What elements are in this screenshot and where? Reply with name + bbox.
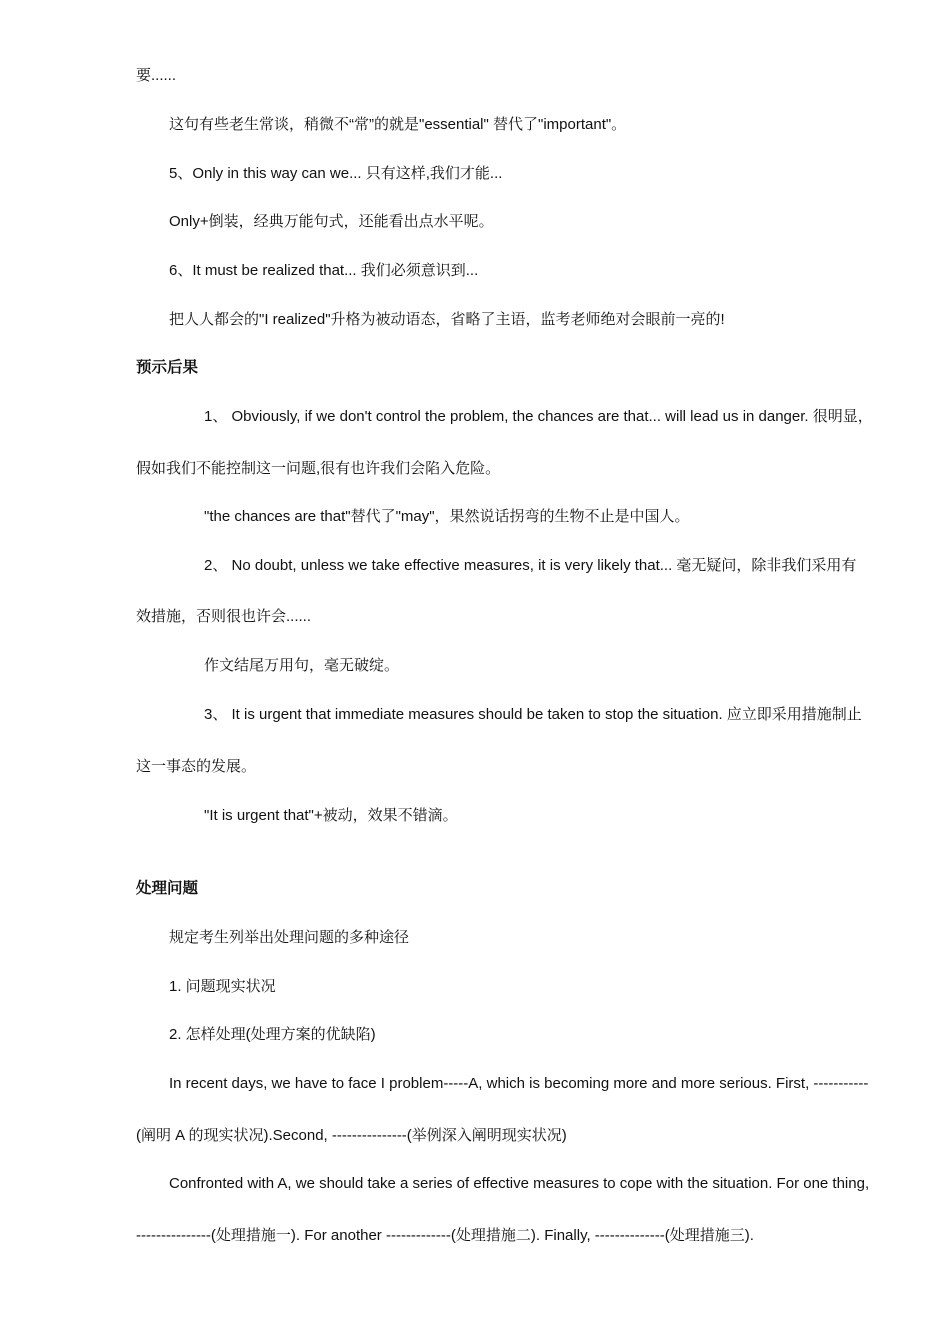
paragraph-line: ---------------(处理措施一). For another -------------(处理措施二). Finally, --------------(处理措施三).	[136, 1227, 754, 1244]
paragraph-line: 规定考生列举出处理问题的多种途径	[169, 929, 410, 946]
paragraph-line: 1、 Obviously, if we don't control the problem, the chances are that... will lead us in danger. 很明显，	[204, 408, 873, 425]
section-heading-consequences: 预示后果	[136, 359, 199, 376]
paragraph-line: 把人人都会的"I realized"升格为被动语态，省略了主语，监考老师绝对会眼前一亮的!	[169, 311, 725, 328]
paragraph-line: 2、 No doubt, unless we take effective measures, it is very likely that... 毫无疑问，除非我们采用有	[204, 557, 857, 574]
paragraph-line: Confronted with A, we should take a series of effective measures to cope with the situation. For one thing,	[169, 1175, 870, 1192]
paragraph-line: 1. 问题现实状况	[169, 978, 276, 995]
paragraph-line: 5、Only in this way can we... 只有这样,我们才能...	[169, 165, 503, 182]
paragraph-line: 6、It must be realized that... 我们必须意识到...	[169, 262, 479, 279]
paragraph-line: (阐明 A 的现实状况).Second, ---------------(举例深入阐明现实状况)	[136, 1127, 567, 1144]
paragraph-line: "the chances are that"替代了"may"，果然说话拐弯的生物不止是中国人。	[204, 508, 690, 525]
paragraph-line: 这一事态的发展。	[136, 758, 257, 775]
paragraph-line: Only+倒装，经典万能句式，还能看出点水平呢。	[169, 213, 494, 230]
section-heading-solving-problems: 处理问题	[136, 880, 199, 897]
paragraph-line: 作文结尾万用句，毫无破绽。	[204, 657, 400, 674]
paragraph-line: 3、 It is urgent that immediate measures should be taken to stop the situation. 应立即采用措施制止	[204, 706, 862, 723]
paragraph-line: 这句有些老生常谈，稍微不“常”的就是"essential" 替代了"important"。	[169, 116, 627, 133]
paragraph-line: 效措施，否则很也许会......	[136, 608, 312, 625]
paragraph-line: "It is urgent that"+被动，效果不错滴。	[204, 807, 458, 824]
paragraph-line: 要......	[136, 67, 177, 84]
paragraph-line: 假如我们不能控制这一问题,很有也许我们会陷入危险。	[136, 460, 501, 477]
paragraph-line: 2. 怎样处理(处理方案的优缺陷)	[169, 1026, 376, 1043]
paragraph-line: In recent days, we have to face I problem-----A, which is becoming more and more serious. First, -----------	[169, 1075, 869, 1092]
